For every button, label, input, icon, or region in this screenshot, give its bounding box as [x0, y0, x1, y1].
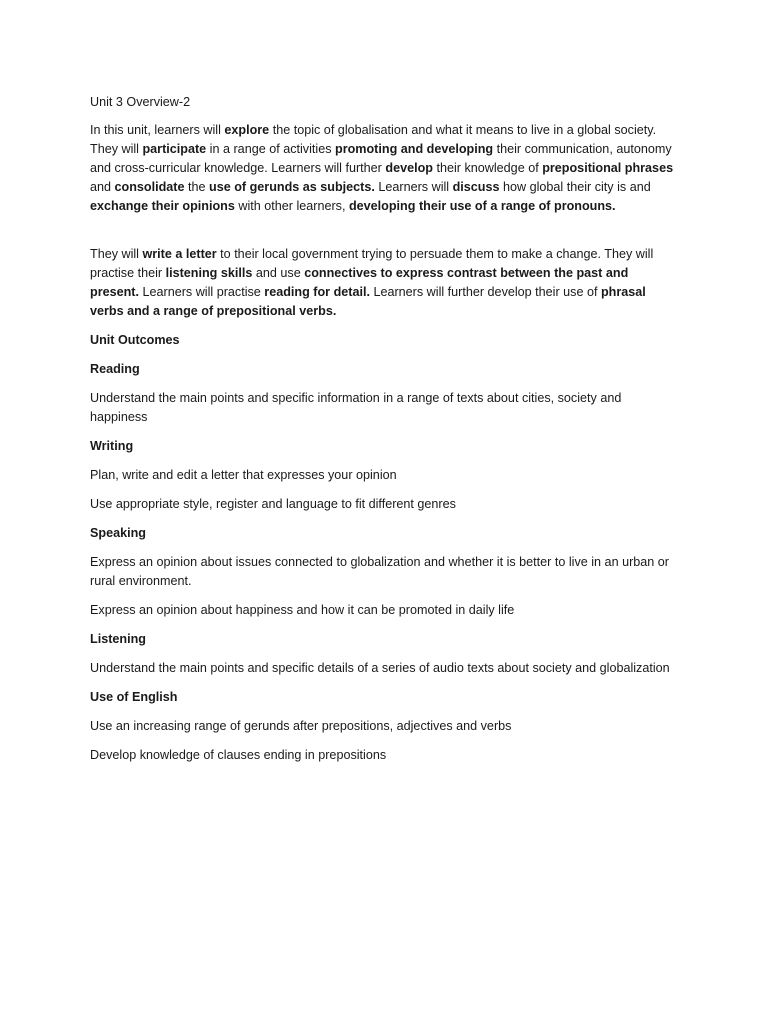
- body-text: the topic of globalisation and what it means to live in a global society. They will: [90, 123, 657, 156]
- emphasis-text: develop: [385, 161, 433, 175]
- use-of-english-heading: Use of English: [90, 690, 178, 704]
- emphasis-text: consolidate: [114, 180, 185, 194]
- writing-outcome: Plan, write and edit a letter that expresses your opinion: [90, 468, 397, 482]
- speaking-heading: Speaking: [90, 526, 146, 540]
- emphasis-text: connectives to express contrast between the past and present.: [90, 266, 629, 299]
- document-title: Unit 3 Overview-2: [90, 95, 191, 109]
- speaking-outcome: Express an opinion about issues connected to globalization and whether it is better to live in an urban or rural environment.: [90, 555, 669, 588]
- outcomes-heading: Unit Outcomes: [90, 333, 180, 347]
- listening-outcome: Understand the main points and specific details of a series of audio texts about society and globalization: [90, 661, 670, 675]
- emphasis-text: developing their use of a range of pronouns.: [348, 199, 616, 213]
- writing-heading: Writing: [90, 439, 134, 453]
- emphasis-text: use of gerunds as subjects.: [209, 180, 375, 194]
- body-text: to their local government trying to persuade them to make a change. They will practise their: [90, 247, 654, 280]
- body-text: their knowledge of: [432, 161, 543, 175]
- body-text: their communication, autonomy and cross-curricular knowledge. Learners will further: [90, 142, 672, 175]
- emphasis-text: participate: [142, 142, 207, 156]
- emphasis-text: exchange their opinions: [90, 199, 235, 213]
- emphasis-text: explore: [224, 123, 270, 137]
- body-text: Learners will further develop their use of: [369, 285, 601, 299]
- listening-heading: Listening: [90, 632, 146, 646]
- body-text: with other learners,: [234, 199, 349, 213]
- intro-paragraph-2: [90, 245, 680, 321]
- speaking-outcome: Express an opinion about happiness and how it can be promoted in daily life: [90, 603, 515, 617]
- emphasis-text: prepositional phrases: [542, 161, 674, 175]
- emphasis-text: reading for detail.: [264, 285, 370, 299]
- body-text: in a range of activities: [206, 142, 335, 156]
- body-text: Learners will: [374, 180, 453, 194]
- use-of-english-outcome: Use an increasing range of gerunds after prepositions, adjectives and verbs: [90, 719, 512, 733]
- body-text: Learners will practise: [139, 285, 265, 299]
- body-text: how global their city is and: [499, 180, 651, 194]
- body-text: They will: [90, 247, 143, 261]
- body-text: and: [90, 180, 115, 194]
- document-body: [90, 93, 680, 775]
- emphasis-text: listening skills: [165, 266, 253, 280]
- body-text: In this unit, learners will: [90, 123, 225, 137]
- body-text: the: [184, 180, 210, 194]
- use-of-english-outcome: Develop knowledge of clauses ending in prepositions: [90, 748, 387, 762]
- writing-outcome: Use appropriate style, register and language to fit different genres: [90, 497, 456, 511]
- reading-heading: Reading: [90, 362, 140, 376]
- emphasis-text: write a letter: [142, 247, 217, 261]
- emphasis-text: promoting and developing: [335, 142, 494, 156]
- emphasis-text: discuss: [452, 180, 500, 194]
- intro-paragraph-1: [90, 121, 680, 216]
- body-text: and use: [252, 266, 305, 280]
- emphasis-text: phrasal verbs and a range of prepositional verbs.: [90, 285, 646, 318]
- reading-outcome: Understand the main points and specific information in a range of texts about cities, society and happiness: [90, 391, 622, 424]
